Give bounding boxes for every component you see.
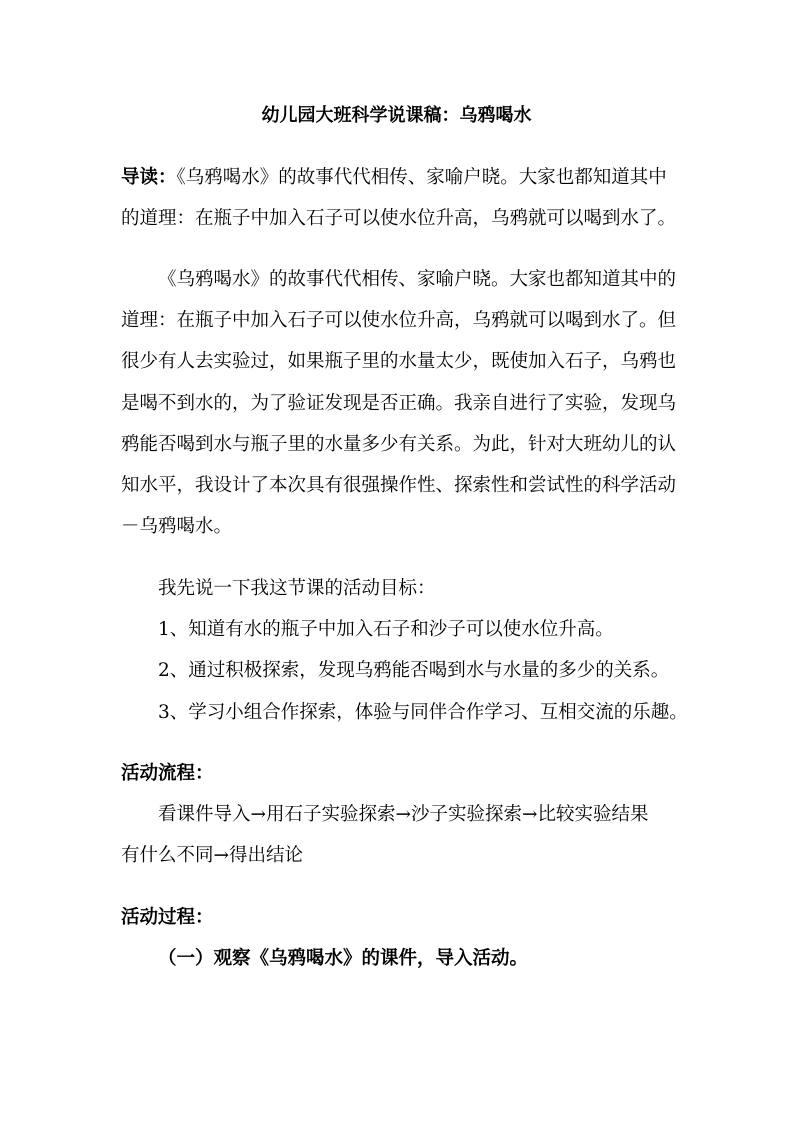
paragraph-line-4: 是喝不到水的，为了验证发现是否正确。我亲自进行了实验，发现乌: [121, 393, 677, 414]
goal-item-3: 3、学习小组合作探索，体验与同伴合作学习、互相交流的乐趣。: [158, 702, 688, 723]
intro-line-2: 的道理：在瓶子中加入石子可以使水位升高，乌鸦就可以喝到水了。: [121, 208, 677, 229]
paragraph-line-6: 知水平，我设计了本次具有很强操作性、探索性和尝试性的科学活动: [121, 475, 677, 496]
intro-label: 导读：: [121, 167, 177, 188]
flow-line-2: 有什么不同→得出结论: [121, 845, 304, 866]
intro-text-1: 《乌鸦喝水》的故事代代相传、家喻户晓。大家也都知道其中: [176, 167, 667, 188]
paragraph-line-7: －乌鸦喝水。: [121, 516, 233, 537]
flow-heading: 活动流程：: [121, 763, 214, 784]
goal-item-2: 2、通过积极探索，发现乌鸦能否喝到水与水量的多少的关系。: [158, 660, 670, 681]
paragraph-line-2: 道理：在瓶子中加入石子可以使水位升高，乌鸦就可以喝到水了。但: [121, 310, 677, 331]
page-title: 幼儿园大班科学说课稿：乌鸦喝水: [261, 105, 532, 126]
paragraph-line-1: 《乌鸦喝水》的故事代代相传、家喻户晓。大家也都知道其中的: [158, 269, 677, 290]
paragraph-line-5: 鸦能否喝到水与瓶子里的水量多少有关系。为此，针对大班幼儿的认: [121, 434, 677, 455]
goal-item-1: 1、知道有水的瓶子中加入石子和沙子可以使水位升高。: [158, 619, 614, 640]
intro-line-1: [121, 166, 667, 190]
process-heading: 活动过程：: [121, 907, 214, 928]
flow-line-1: 看课件导入→用石子实验探索→沙子实验探索→比较实验结果: [158, 804, 649, 825]
process-step-1: （一）观察《乌鸦喝水》的课件，导入活动。: [158, 948, 529, 969]
paragraph-line-3: 很少有人去实验过，如果瓶子里的水量太少，既使加入石子，乌鸦也: [121, 351, 677, 372]
goals-intro: 我先说一下我这节课的活动目标：: [158, 578, 436, 599]
